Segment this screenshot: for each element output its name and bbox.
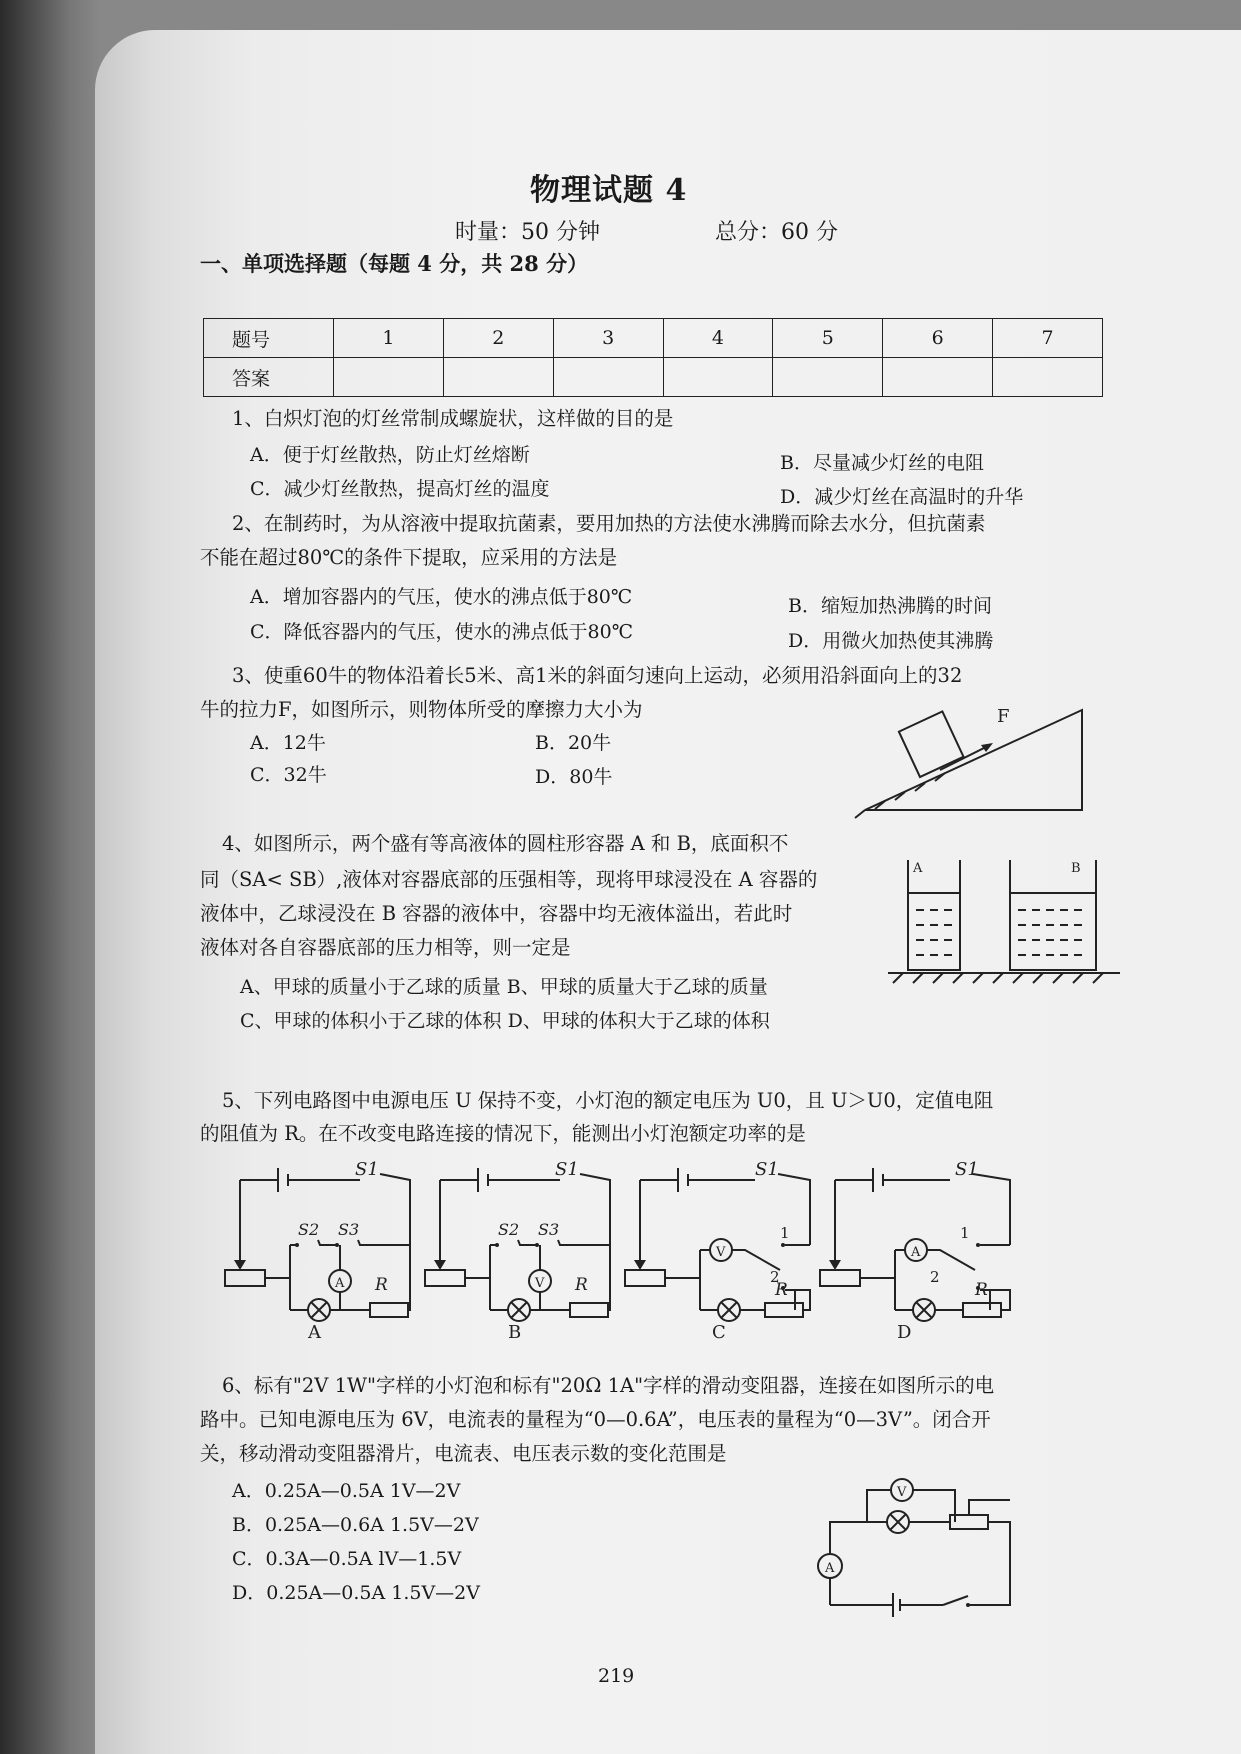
ammeter-symbol: A bbox=[335, 1276, 345, 1291]
q5-stem-line2: 的阻值为 R。在不改变电路连接的情况下，能测出小灯泡额定功率的是 bbox=[200, 1122, 806, 1145]
q2-option-c: C．降低容器内的气压，使水的沸点低于80℃ bbox=[250, 621, 633, 643]
switch-s1-label: S1 bbox=[355, 1159, 379, 1180]
q4-stem-line3: 液体中，乙球浸没在 B 容器的液体中，容器中均无液体溢出，若此时 bbox=[200, 902, 793, 925]
score-label: 总分：60 分 bbox=[715, 220, 838, 245]
table-cell: 4 bbox=[663, 319, 773, 358]
contact-1-label: 1 bbox=[780, 1224, 790, 1242]
q4-stem-line1: 4、如图所示，两个盛有等高液体的圆柱形容器 A 和 B，底面积不 bbox=[222, 832, 789, 855]
q2-stem-line2: 不能在超过80℃的条件下提取，应采用的方法是 bbox=[200, 546, 618, 569]
table-cell bbox=[443, 358, 553, 397]
switch-s1-label: S1 bbox=[755, 1159, 779, 1180]
q6-stem-line1: 6、标有"2V 1W"字样的小灯泡和标有"20Ω 1A"字样的滑动变阻器，连接在如图所示的电 bbox=[222, 1374, 995, 1397]
resistor-label: R bbox=[775, 1280, 788, 1300]
table-cell bbox=[773, 358, 883, 397]
q2-stem-line1: 2、在制药时，为从溶液中提取抗菌素，要用加热的方法使水沸腾而除去水分，但抗菌素 bbox=[232, 512, 986, 535]
circuit-label-d: D bbox=[897, 1322, 912, 1343]
table-header: 答案 bbox=[204, 358, 334, 397]
table-cell bbox=[553, 358, 663, 397]
circuit-b bbox=[420, 1159, 620, 1343]
circuit-c bbox=[620, 1159, 820, 1343]
q2-option-a: A．增加容器内的气压，使水的沸点低于80℃ bbox=[250, 586, 633, 608]
table-cell: 6 bbox=[883, 319, 993, 358]
container-a-label: A bbox=[913, 861, 923, 876]
q3-option-a: A．12牛 bbox=[250, 732, 326, 754]
voltmeter-symbol: V bbox=[897, 1485, 907, 1500]
q4-stem-line2: 同（SA< SB）,液体对容器底部的压强相等，现将甲球浸没在 A 容器的 bbox=[200, 868, 818, 891]
q3-option-b: B．20牛 bbox=[535, 732, 612, 754]
q3-stem-line1: 3、使重60牛的物体沿着长5米、高1米的斜面匀速向上运动，必须用沿斜面向上的32 bbox=[232, 664, 963, 687]
answer-table bbox=[203, 318, 1103, 397]
switch-s2-label: S2 bbox=[298, 1220, 320, 1239]
q5-stem-line1: 5、下列电路图中电源电压 U 保持不变，小灯泡的额定电压为 U0，且 U＞U0，定值电阻 bbox=[222, 1089, 994, 1112]
contact-2-label: 2 bbox=[930, 1268, 940, 1286]
table-row bbox=[204, 358, 1103, 397]
containers-figure bbox=[888, 855, 1123, 985]
table-cell bbox=[993, 358, 1103, 397]
table-cell: 5 bbox=[773, 319, 883, 358]
q4-options-ab: A、甲球的质量小于乙球的质量 B、甲球的质量大于乙球的质量 bbox=[240, 976, 768, 998]
q2-option-b: B．缩短加热沸腾的时间 bbox=[788, 595, 992, 617]
circuit-a bbox=[220, 1159, 420, 1343]
container-b-label: B bbox=[1071, 861, 1081, 876]
circuit-d bbox=[815, 1159, 1025, 1343]
switch-s2-label: S2 bbox=[498, 1220, 520, 1239]
page-number: 219 bbox=[598, 1665, 635, 1687]
q6-option-b: B．0.25A—0.6A 1.5V—2V bbox=[232, 1514, 479, 1536]
table-cell bbox=[663, 358, 773, 397]
circuit-label-a: A bbox=[308, 1322, 321, 1343]
contact-2-label: 2 bbox=[770, 1268, 780, 1286]
resistor-label: R bbox=[975, 1280, 988, 1300]
q1-stem: 1、白炽灯泡的灯丝常制成螺旋状，这样做的目的是 bbox=[232, 407, 674, 430]
table-cell bbox=[334, 358, 444, 397]
resistor-label: R bbox=[575, 1275, 588, 1295]
q3-option-d: D．80牛 bbox=[535, 766, 613, 788]
switch-s1-label: S1 bbox=[555, 1159, 579, 1180]
q1-option-b: B．尽量减少灯丝的电阻 bbox=[780, 452, 984, 474]
q4-stem-line4: 液体对各自容器底部的压力相等，则一定是 bbox=[200, 936, 571, 959]
q6-option-d: D．0.25A—0.5A 1.5V—2V bbox=[232, 1582, 480, 1604]
switch-s1-label: S1 bbox=[955, 1159, 979, 1180]
q4-options-cd: C、甲球的体积小于乙球的体积 D、甲球的体积大于乙球的体积 bbox=[240, 1010, 770, 1032]
table-row bbox=[204, 319, 1103, 358]
q6-option-c: C．0.3A—0.5A lV—1.5V bbox=[232, 1548, 462, 1570]
q1-option-c: C．减少灯丝散热，提高灯丝的温度 bbox=[250, 478, 550, 500]
page-title: 物理试题 4 bbox=[530, 173, 688, 208]
incline-figure bbox=[860, 700, 1090, 820]
q6-option-a: A．0.25A—0.5A 1V—2V bbox=[232, 1480, 461, 1502]
q6-stem-line2: 路中。已知电源电压为 6V，电流表的量程为“0—0.6A”，电压表的量程为“0—3V”。闭合开 bbox=[200, 1408, 991, 1431]
section-heading: 一、单项选择题（每题 4 分，共 28 分） bbox=[200, 251, 589, 276]
table-cell: 7 bbox=[993, 319, 1103, 358]
q1-option-a: A．便于灯丝散热，防止灯丝熔断 bbox=[250, 444, 530, 466]
q1-option-d: D．减少灯丝在高温时的升华 bbox=[780, 486, 1024, 508]
circuit-label-b: B bbox=[508, 1322, 522, 1343]
q3-stem-line2: 牛的拉力F，如图所示，则物体所受的摩擦力大小为 bbox=[200, 698, 643, 721]
ammeter-symbol: A bbox=[825, 1561, 835, 1576]
table-header: 题号 bbox=[204, 319, 334, 358]
q3-option-c: C．32牛 bbox=[250, 764, 327, 786]
table-cell: 3 bbox=[553, 319, 663, 358]
switch-s3-label: S3 bbox=[338, 1220, 360, 1239]
time-label: 时量：50 分钟 bbox=[455, 220, 600, 245]
resistor-label: R bbox=[375, 1275, 388, 1295]
voltmeter-symbol: V bbox=[535, 1276, 545, 1291]
circuit-label-c: C bbox=[712, 1322, 726, 1343]
table-cell: 1 bbox=[334, 319, 444, 358]
contact-1-label: 1 bbox=[960, 1224, 970, 1242]
table-cell: 2 bbox=[443, 319, 553, 358]
switch-s3-label: S3 bbox=[538, 1220, 560, 1239]
q2-option-d: D．用微火加热使其沸腾 bbox=[788, 630, 994, 652]
table-cell bbox=[883, 358, 993, 397]
force-label: F bbox=[997, 706, 1010, 727]
circuit-q6 bbox=[815, 1480, 1015, 1615]
voltmeter-symbol: V bbox=[716, 1245, 726, 1260]
ammeter-symbol: A bbox=[911, 1245, 921, 1260]
q6-stem-line3: 关，移动滑动变阻器滑片，电流表、电压表示数的变化范围是 bbox=[200, 1442, 727, 1465]
